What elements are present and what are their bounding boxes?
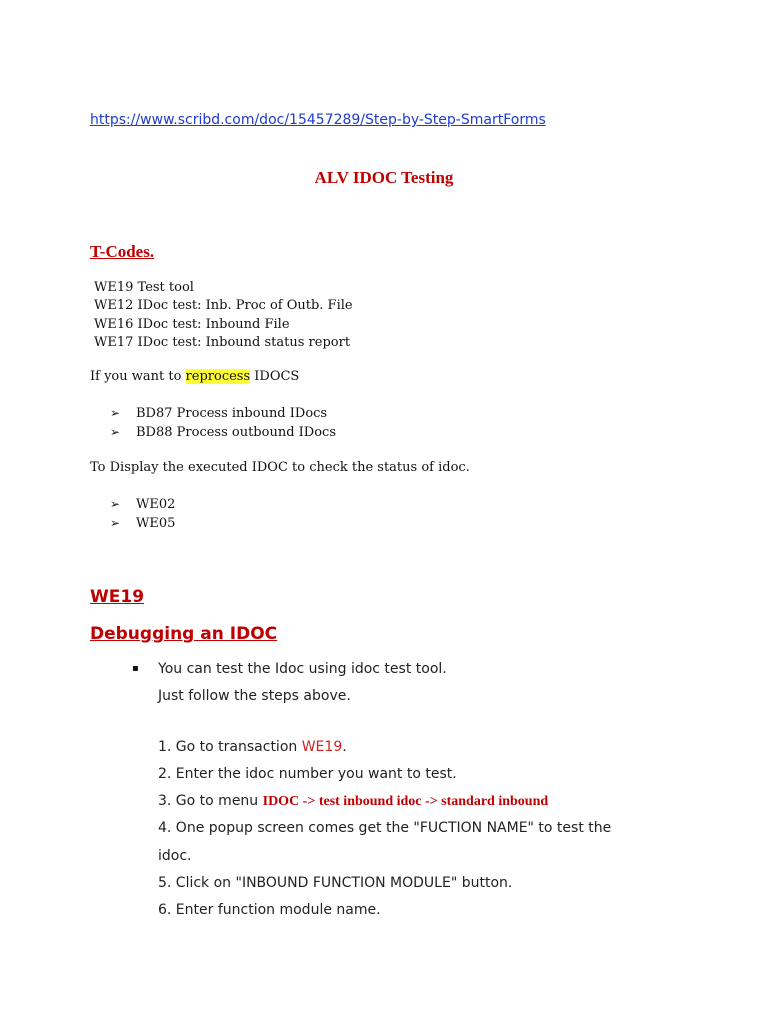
step-5: 5. Click on "INBOUND FUNCTION MODULE" button. [158, 875, 513, 891]
tcodes-heading: T-Codes. [90, 242, 155, 261]
step-2: 2. Enter the idoc number you want to test. [158, 766, 457, 782]
we19-heading: WE19 [90, 587, 145, 607]
reprocess-list [110, 404, 336, 442]
list-item [110, 423, 336, 442]
reprocess-text-before: If you want to [90, 369, 186, 384]
tcode-item: WE17 IDoc test: Inbound status report [94, 334, 351, 350]
display-paragraph: To Display the executed IDOC to check the status of idoc. [90, 460, 470, 475]
list-item [110, 514, 175, 533]
list-item-text: WE02 [136, 497, 176, 512]
list-item-text: BD87 Process inbound IDocs [136, 406, 328, 421]
arrow-bullet-icon: ➢ [110, 406, 121, 420]
debug-heading: Debugging an IDOC [90, 624, 278, 644]
display-list [110, 495, 175, 533]
scribd-link[interactable]: https://www.scribd.com/doc/15457289/Step-by-Step-SmartForms [90, 112, 546, 128]
step-4: 4. One popup screen comes get the "FUCTION NAME" to test the [158, 820, 612, 836]
step-1-code: WE19 [301, 739, 343, 755]
step-3-text: 3. Go to menu [158, 793, 263, 809]
step-4-continued: idoc. [158, 848, 192, 864]
step-6: 6. Enter function module name. [158, 902, 381, 918]
tcode-item: WE12 IDoc test: Inb. Proc of Outb. File [94, 298, 353, 314]
reprocess-text-after: IDOCS [250, 369, 300, 384]
menu-path: IDOC -> test inbound idoc -> standard inbound [262, 794, 549, 809]
list-item [110, 495, 175, 514]
list-item-text: WE05 [136, 516, 176, 531]
tcode-item: WE19 Test tool [94, 280, 194, 295]
tcode-list [94, 279, 353, 352]
step-1-text: 1. Go to transaction [158, 739, 302, 755]
reprocess-highlight: reprocess [185, 369, 251, 384]
tcode-item: WE16 IDoc test: Inbound File [94, 316, 290, 332]
step-1-suffix: . [342, 739, 347, 755]
step-1 [158, 739, 347, 755]
arrow-bullet-icon: ➢ [110, 425, 121, 439]
square-bullet-icon: ▪ [132, 663, 139, 674]
list-item-text: BD88 Process outbound IDocs [136, 425, 336, 440]
bullet-line-2: Just follow the steps above. [158, 688, 351, 704]
arrow-bullet-icon: ➢ [110, 497, 121, 511]
arrow-bullet-icon: ➢ [110, 516, 121, 530]
reprocess-paragraph [90, 369, 299, 384]
step-3 [158, 793, 548, 810]
page-title: ALV IDOC Testing [314, 168, 454, 187]
bullet-line-1: You can test the Idoc using idoc test tool. [158, 661, 447, 677]
list-item [110, 404, 336, 423]
